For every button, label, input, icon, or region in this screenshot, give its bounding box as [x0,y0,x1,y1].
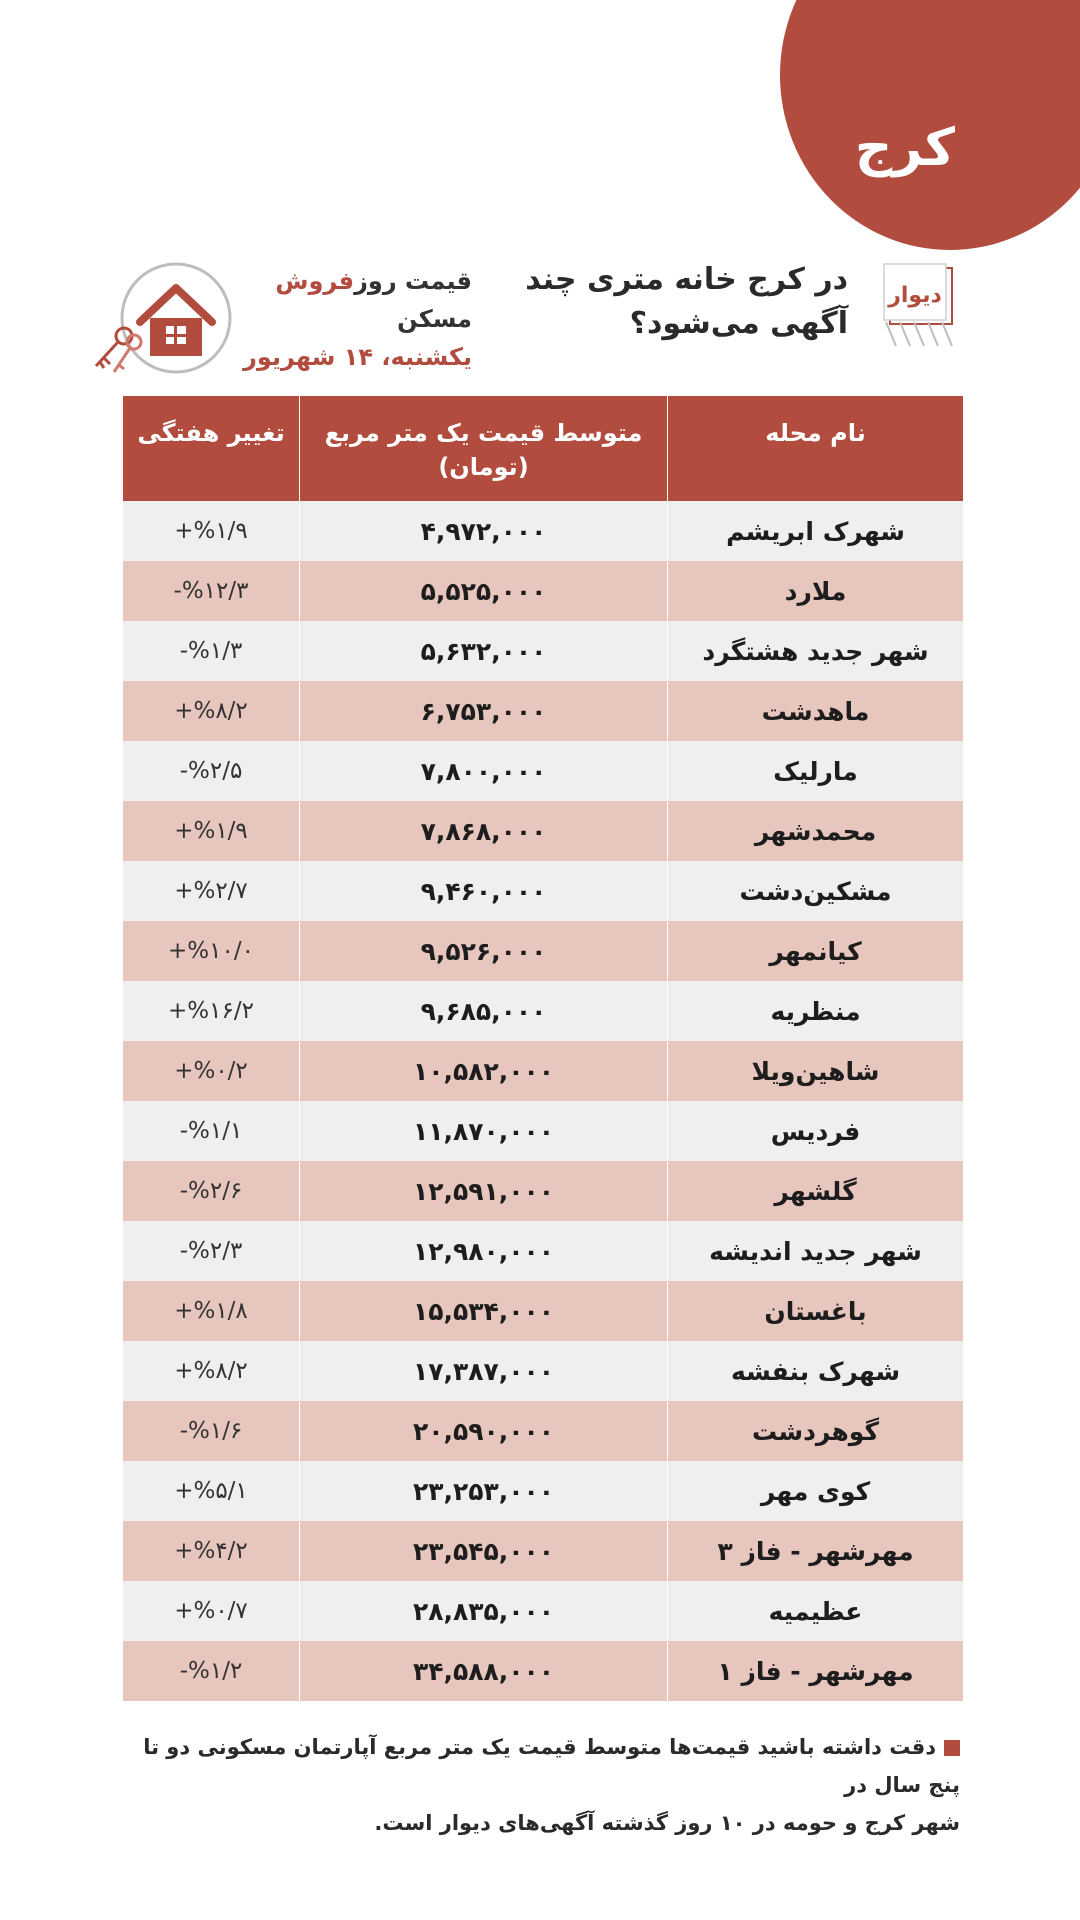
table-row [123,921,963,981]
caption-accent: فروش [275,267,355,295]
footnote-line1 [115,1728,960,1804]
table-row [123,561,963,621]
cell-name: کیانمهر [667,921,963,981]
cell-price: ۱۰,۵۸۲,۰۰۰ [299,1041,667,1101]
price-table [123,396,963,1701]
cell-name: فردیس [667,1101,963,1161]
cell-price: ۲۰,۵۹۰,۰۰۰ [299,1401,667,1461]
divar-logo [882,262,958,348]
cell-price: ۱۲,۹۸۰,۰۰۰ [299,1221,667,1281]
headline [508,258,848,346]
house-with-keys-icon [88,262,236,378]
table-row [123,1281,963,1341]
header-price [299,396,667,501]
cell-change: +%۰/۷ [174,1598,248,1624]
caption-date: یکشنبه، ۱۴ شهریور [243,343,472,371]
cell-change: +%۱/۹ [174,818,248,844]
cell-price: ۹,۶۸۵,۰۰۰ [299,981,667,1041]
table-row [123,861,963,921]
cell-change: +%۱۶/۲ [168,998,254,1024]
header-price-line1: متوسط قیمت یک متر مربع [324,419,643,447]
cell-name: ملارد [667,561,963,621]
cell-name: شهر جدید اندیشه [667,1221,963,1281]
table-body [123,501,963,1701]
cell-price: ۷,۸۰۰,۰۰۰ [299,741,667,801]
cell-change: -%۱۲/۳ [173,578,249,604]
cell-name: عظیمیه [667,1581,963,1641]
table-row [123,1641,963,1701]
cell-name: مشکین‌دشت [667,861,963,921]
table-row [123,1521,963,1581]
cell-name: محمدشهر [667,801,963,861]
cell-name: باغستان [667,1281,963,1341]
cell-name: شهرک ابریشم [667,501,963,561]
cell-name: مهرشهر - فاز ۳ [667,1521,963,1581]
cell-price: ۳۴,۵۸۸,۰۰۰ [299,1641,667,1701]
cell-change: -%۱/۶ [179,1418,243,1444]
cell-name: گوهردشت [667,1401,963,1461]
cell-change: +%۲/۷ [174,878,248,904]
divar-logo-text: دیوار [888,283,942,308]
table-row [123,1221,963,1281]
header-price-line2: (تومان) [438,453,529,481]
cell-name: ماهدشت [667,681,963,741]
table-header-row [123,396,963,501]
cell-price: ۱۷,۳۸۷,۰۰۰ [299,1341,667,1401]
cell-change: +%۸/۲ [174,1358,248,1384]
cell-change: -%۱/۳ [179,638,243,664]
cell-change: +%۸/۲ [174,698,248,724]
cell-change: +%۵/۱ [174,1478,248,1504]
cell-change: -%۱/۱ [179,1118,243,1144]
cell-change: +%۱/۸ [174,1298,248,1324]
cell-name: گلشهر [667,1161,963,1221]
table-row [123,621,963,681]
cell-name: شاهین‌ویلا [667,1041,963,1101]
header-change: تغییر هفتگی [137,419,285,447]
cell-change: +%۱/۹ [174,518,248,544]
table-row [123,981,963,1041]
city-name: کرج [854,118,955,178]
cell-price: ۶,۷۵۳,۰۰۰ [299,681,667,741]
cell-price: ۲۳,۵۴۵,۰۰۰ [299,1521,667,1581]
cell-price: ۴,۹۷۲,۰۰۰ [299,501,667,561]
footnote [115,1728,960,1842]
cell-price: ۱۲,۵۹۱,۰۰۰ [299,1161,667,1221]
cell-change: -%۲/۳ [179,1238,243,1264]
cell-price: ۱۱,۸۷۰,۰۰۰ [299,1101,667,1161]
cell-change: +%۰/۲ [174,1058,248,1084]
cell-name: منظریه [667,981,963,1041]
cell-name: مهرشهر - فاز ۱ [667,1641,963,1701]
table-row [123,801,963,861]
cell-name: مارلیک [667,741,963,801]
header-name: نام محله [667,396,963,501]
table-row [123,1341,963,1401]
price-caption [212,262,472,376]
cell-change: +%۴/۲ [174,1538,248,1564]
cell-price: ۵,۵۲۵,۰۰۰ [299,561,667,621]
cell-price: ۹,۴۶۰,۰۰۰ [299,861,667,921]
cell-price: ۷,۸۶۸,۰۰۰ [299,801,667,861]
caption-suffix: مسکن [397,305,472,333]
cell-price: ۹,۵۲۶,۰۰۰ [299,921,667,981]
footnote-line1-text: دقت داشته باشید قیمت‌ها متوسط قیمت یک متر مربع آپارتمان مسکونی دو تا پنج سال در [143,1735,960,1797]
table-row [123,1401,963,1461]
table-row [123,681,963,741]
table-row [123,1461,963,1521]
cell-name: شهر جدید هشتگرد [667,621,963,681]
cell-change: +%۱۰/۰ [168,938,254,964]
caption-prefix: قیمت روز [354,267,472,295]
cell-name: شهرک بنفشه [667,1341,963,1401]
headline-line2: آگهی می‌شود؟ [629,306,848,341]
cell-change: -%۱/۲ [179,1658,243,1684]
table-row [123,1101,963,1161]
table-row [123,1041,963,1101]
cell-price: ۲۸,۸۳۵,۰۰۰ [299,1581,667,1641]
table-row [123,1581,963,1641]
footnote-line2: شهر کرج و حومه در ۱۰ روز گذشته آگهی‌های دیوار است. [374,1811,960,1835]
table-row [123,501,963,561]
cell-price: ۱۵,۵۳۴,۰۰۰ [299,1281,667,1341]
table-row [123,741,963,801]
cell-change: -%۲/۵ [179,758,243,784]
headline-line1: در کرج خانه متری چند [525,262,848,297]
cell-price: ۲۳,۲۵۳,۰۰۰ [299,1461,667,1521]
bullet-square-icon [944,1740,960,1756]
table-row [123,1161,963,1221]
cell-name: کوی مهر [667,1461,963,1521]
cell-change: -%۲/۶ [179,1178,243,1204]
caption-line [212,262,472,338]
cell-price: ۵,۶۳۲,۰۰۰ [299,621,667,681]
